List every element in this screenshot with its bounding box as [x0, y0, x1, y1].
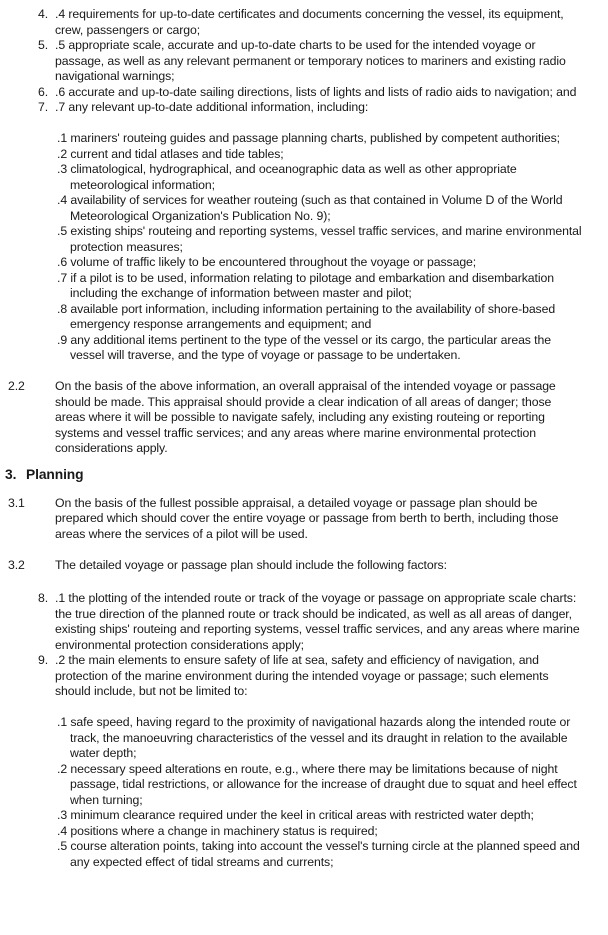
list-item-text: .1 the plotting of the intended route or track of the voyage or passage on appropriate scale charts: the true direction of the planned route or track should be indicated, as well as all areas of danger, existing ships' routeing and reporting systems, vessel traffic services, and any areas where marine environmental protection considerations apply;: [55, 591, 580, 652]
paragraph-number: 2.2: [8, 379, 25, 393]
list-item-number: 4.: [38, 7, 49, 21]
list-item-text: .7 any relevant up-to-date additional information, including:: [55, 100, 369, 114]
list-item-number: 7.: [38, 100, 49, 114]
paragraph-number: 3.1: [8, 495, 25, 510]
paragraph-text: The detailed voyage or passage plan should include the following factors:: [55, 557, 447, 572]
sub-list-item: .3 climatological, hydrographical, and oceanographic data as well as other appropriate meteorological information;: [57, 162, 517, 192]
numbered-list-item: [0, 100, 582, 116]
paragraph-number: 3.2: [8, 557, 25, 572]
list-item-number: 6.: [38, 84, 49, 99]
sub-list-item: .4 availability of services for weather routeing (such as that contained in Volume D of the World Meteorological Organization's Publication No. 9);: [57, 193, 563, 223]
numbered-list-item: [0, 85, 582, 101]
sub-list-item: .5 existing ships' routeing and reporting systems, vessel traffic services, and marine environmental protection measures;: [57, 224, 582, 254]
list-item-text: .5 appropriate scale, accurate and up-to-date charts to be used for the intended voyage or passage, as well as any relevant permanent or temporary notices to mariners and existing radio navigational warnings;: [55, 38, 566, 83]
section-heading-title: Planning: [26, 466, 84, 482]
list-item-text: .6 accurate and up-to-date sailing directions, lists of lights and lists of radio aids to navigation; and: [55, 84, 577, 99]
numbered-list-item: [0, 7, 582, 38]
sub-list-item: .8 available port information, including information pertaining to the availability of shore-based emergency response arrangements and equipment; and: [57, 301, 556, 331]
list-item-number: 5.: [38, 38, 49, 52]
sub-list-item: .3 minimum clearance required under the keel in critical areas with restricted water depth;: [57, 808, 534, 822]
paragraph-text: On the basis of the above information, an overall appraisal of the intended voyage or passage should be made. This appraisal should provide a clear indication of all areas of danger; those areas where it will be possible to navigate safely, including any existing routeing or reporting systems and vessel traffic services; and any areas where marine environmental protection considerations apply.: [55, 379, 556, 455]
list-item-text: .4 requirements for up-to-date certificates and documents concerning the vessel, its equipment, crew, passengers or cargo;: [55, 7, 564, 37]
sub-list-item: .6 volume of traffic likely to be encountered throughout the voyage or passage;: [57, 255, 477, 269]
list-item-text: .2 the main elements to ensure safety of life at sea, safety and efficiency of navigation, and protection of the marine environment during the intended voyage or passage; such elements should include, but not be limited to:: [55, 653, 549, 698]
sub-list-item: .5 course alteration points, taking into account the vessel's turning circle at the planned speed and any expected effect of tidal streams and currents;: [57, 839, 580, 869]
sub-list-item: .7 if a pilot is to be used, information relating to pilotage and embarkation and disembarkation including the exchange of information between master and pilot;: [57, 270, 554, 300]
numbered-list-item: [0, 38, 582, 85]
list-item-number: 8.: [38, 591, 49, 605]
plan-factors-list: [0, 591, 582, 700]
sub-list-item: .2 current and tidal atlases and tide tables;: [57, 146, 284, 161]
additional-information-sublist: [0, 131, 582, 364]
section-heading-planning: [5, 466, 582, 484]
section-heading-number: 3.: [5, 466, 17, 482]
numbered-list-item: [0, 653, 582, 700]
paragraph-2-2: [0, 379, 582, 457]
sub-list-item: .2 necessary speed alterations en route, e.g., where there may be limitations because of night passage, tidal restrictions, or allowance for the increase of draught due to squat and heel effect when turning;: [57, 761, 577, 807]
paragraph-text: On the basis of the fullest possible appraisal, a detailed voyage or passage plan should be prepared which should cover the entire voyage or passage from berth to berth, including those areas where the services of a pilot will be used.: [55, 495, 559, 541]
sub-list-item: .4 positions where a change in machinery status is required;: [57, 823, 378, 838]
numbered-list-item: [0, 591, 582, 653]
list-item-number: 9.: [38, 653, 49, 667]
paragraph-3-2: [0, 558, 582, 574]
plan-elements-sublist: [0, 715, 582, 870]
paragraph-3-1: [0, 496, 582, 543]
sub-list-item: .1 safe speed, having regard to the proximity of navigational hazards along the intended route or track, the manoeuvring characteristics of the vessel and its draught in relation to the available water depth;: [57, 715, 571, 760]
appraisal-items-list: [0, 7, 582, 116]
sub-list-item: .9 any additional items pertinent to the type of the vessel or its cargo, the particular areas the vessel will traverse, and the type of voyage or passage to be undertaken.: [57, 332, 551, 362]
sub-list-item: .1 mariners' routeing guides and passage planning charts, published by competent authorities;: [57, 131, 561, 145]
